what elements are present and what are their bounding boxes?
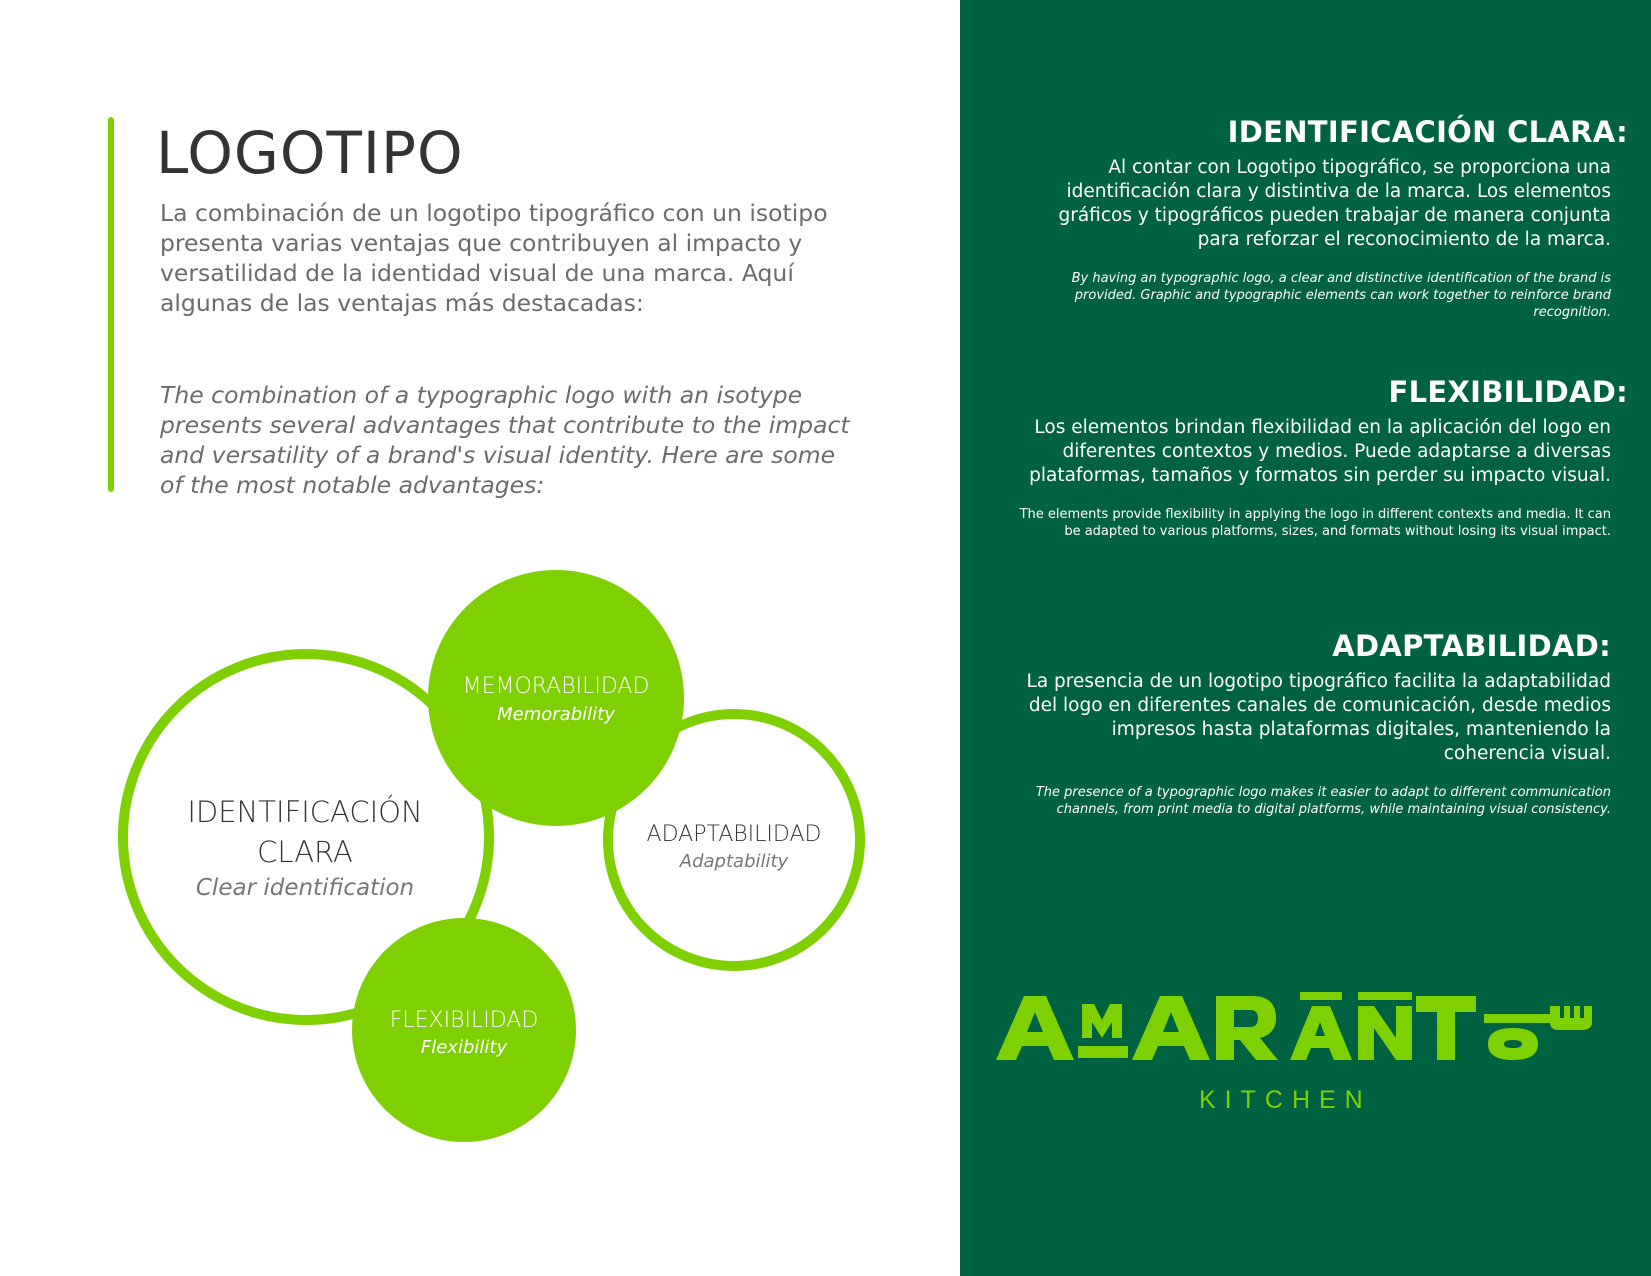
label-identificacion-line2: CLARA bbox=[257, 835, 353, 869]
label-flexibilidad-sub: Flexibility bbox=[420, 1037, 508, 1058]
section-text-en: The elements provide flexibility in applying the logo in different contexts and media. It can be adapted to various platforms, sizes, and formats without losing its visual impact. bbox=[1019, 507, 1611, 539]
label-identificacion-line1: IDENTIFICACIÓN bbox=[187, 795, 423, 829]
label-adaptabilidad-main: ADAPTABILIDAD bbox=[646, 822, 822, 847]
section-text-en: The presence of a typographic logo makes it easier to adapt to different communication channels, from print media to digital platforms, while maintaining visual consistency. bbox=[1035, 785, 1611, 817]
section-heading: IDENTIFICACIÓN CLARA: bbox=[1227, 115, 1628, 149]
section-text-en: By having an typographic logo, a clear and distinctive identification of the brand is provided. Graphic and typographic elements can work together to reinforce brand recognition. bbox=[1071, 271, 1611, 320]
section-text-es: Al contar con Logotipo tipográfico, se proporciona una identificación clara y distintiva de la marca. Los elementos gráficos y tipográficos pueden trabajar de manera conjunta para reforzar el reconocimiento de la marca. bbox=[1058, 157, 1611, 250]
section-flexibilidad bbox=[1008, 372, 1628, 540]
section-heading: ADAPTABILIDAD: bbox=[1332, 629, 1611, 663]
label-memorabilidad bbox=[428, 672, 684, 728]
label-memorabilidad-main: MEMORABILIDAD bbox=[462, 674, 650, 699]
label-adaptabilidad-sub: Adaptability bbox=[679, 851, 789, 872]
label-flexibilidad-main: FLEXIBILIDAD bbox=[389, 1008, 539, 1033]
section-text-es: La presencia de un logotipo tipográfico facilita la adaptabilidad del logo en diferentes canales de comunicación, desde medios impresos hasta plataformas digitales, manteniendo la coherencia visual. bbox=[1026, 671, 1611, 764]
amaranto-logo bbox=[994, 990, 1634, 1120]
section-identificacion bbox=[1028, 112, 1628, 321]
label-identificacion-sub: Clear identification bbox=[195, 875, 415, 901]
logo-tagline: KITCHEN bbox=[1199, 1086, 1372, 1114]
section-text-es: Los elementos brindan flexibilidad en la aplicación del logo en diferentes contextos y medios. Puede adaptarse a diversas plataformas, tamaños y formatos sin perder su impacto visual. bbox=[1029, 417, 1611, 486]
label-memorabilidad-sub: Memorability bbox=[497, 704, 615, 725]
fork-icon bbox=[1550, 1006, 1592, 1030]
section-heading: FLEXIBILIDAD: bbox=[1388, 375, 1628, 409]
intro-english: The combination of a typographic logo with an isotype presents several advantages that contribute to the impact and versatility of a brand's visual identity. Here are some of the most notable advantages: bbox=[160, 381, 850, 499]
label-flexibilidad bbox=[352, 1006, 576, 1060]
section-adaptabilidad bbox=[1011, 626, 1611, 818]
label-identificacion bbox=[140, 792, 470, 904]
label-adaptabilidad bbox=[603, 820, 865, 874]
intro-spanish: La combinación de un logotipo tipográfico con un isotipo presenta varias ventajas que contribuyen al impacto y versatilidad de la identidad visual de una marca. Aquí algunas de las ventajas más destacadas: bbox=[160, 199, 828, 317]
page-title: LOGOTIPO bbox=[156, 119, 464, 187]
